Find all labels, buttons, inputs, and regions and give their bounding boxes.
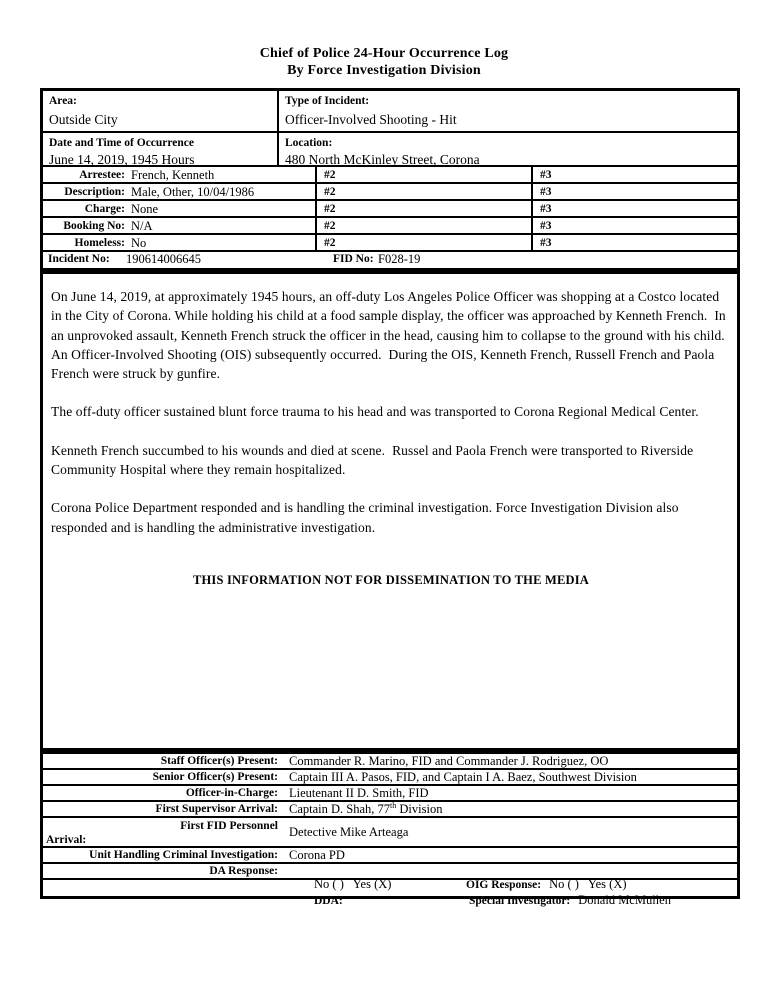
special-investigator-label: Special Investigator: [469,895,571,907]
da-response-answer: No ( ) Yes (X) [314,877,392,891]
dda-row-empty-label [43,880,278,896]
description-col3: #3 [540,186,552,198]
type-of-incident-label: Type of Incident: [285,95,370,107]
location-cell [279,133,737,165]
area-label: Area: [49,95,77,107]
booking-no-col3: #3 [540,220,552,232]
oig-response-answer: No ( ) Yes (X) [549,877,627,891]
first-supervisor-arrival-value: Captain D. Shah, 77th Division [289,800,443,816]
table-row-dda [43,877,737,907]
dda-row-value [278,877,737,907]
booking-no-col2: #2 [317,218,533,233]
table-row-first-fid-personnel-arrival [43,818,737,848]
date-time-value: June 14, 2019, 1945 Hours [49,152,195,167]
narrative-paragraph: The off-duty officer sustained blunt force trauma to his head and was transported to Corona Regional Medical Center. [51,404,699,420]
description-col2: #2 [317,184,533,199]
homeless-label: Homeless: [74,237,125,249]
table-row-first-supervisor-arrival [43,802,737,818]
booking-no-label: Booking No: [63,220,125,232]
table-row-homeless [43,235,737,252]
narrative-box [40,271,740,751]
charge-col3: #3 [540,203,552,215]
da-response-value [278,864,737,891]
table-row-officer-in-charge [43,786,737,802]
special-investigator-value: Donald McMullen [578,893,671,907]
incident-info-table [40,88,740,271]
dda-label: DDA: [314,895,343,907]
charge-value: None [131,202,159,216]
staff-officers-value: Commander R. Marino, FID and Commander J. Rodriguez, OO [289,754,609,768]
first-fid-personnel-arrival-label: First FID Personnel Arrival: [46,820,278,846]
ordinal-superscript: th [390,800,397,810]
arrestee-value: French, Kenneth [131,168,215,182]
table-row-senior-officers [43,770,737,786]
senior-officers-label: Senior Officer(s) Present: [152,771,278,783]
date-time-cell [43,133,279,165]
table-row-arrestee [43,167,737,184]
homeless-value: No [131,236,147,250]
area-value: Outside City [49,112,118,127]
type-of-incident-value: Officer-Involved Shooting - Hit [285,112,457,127]
location-label: Location: [285,137,333,149]
incident-no-label: Incident No: [48,253,110,265]
officer-in-charge-label: Officer-in-Charge: [185,787,278,799]
table-row-staff-officers [43,754,737,770]
description-label: Description: [64,186,125,198]
arrestee-label: Arrestee: [79,169,125,181]
title-line-2: By Force Investigation Division [287,62,481,78]
narrative-paragraph: On June 14, 2019, at approximately 1945 hours, an off-duty Los Angeles Police Officer was shopping at a Costco located in the City of Corona. While holding his child at a food sample display, the officer was approached by Kenneth French. In an unprovoked assault, Kenneth French struck the officer in the head, causing him to collapse to the ground with his child. An Officer-Involved Shooting (OIS) subsequently occurred. During the OIS, Kenneth French, Russell French and Paola French were struck by gunfire. [51,289,731,382]
table-row-unit-handling [43,848,737,864]
charge-col2: #2 [317,201,533,216]
first-fid-personnel-arrival-value: Detective Mike Arteaga [289,824,409,839]
media-dissemination-notice: THIS INFORMATION NOT FOR DISSEMINATION TO THE MEDIA [192,572,590,587]
oig-response-label: OIG Response: [466,879,542,891]
homeless-col2: #2 [317,235,533,250]
homeless-col3: #3 [540,237,552,249]
staff-officers-label: Staff Officer(s) Present: [160,755,278,767]
personnel-table [40,751,740,907]
unit-handling-value: Corona PD [289,848,345,862]
table-row-booking-no [43,218,737,235]
narrative-paragraph: Kenneth French succumbed to his wounds and died at scene. Russel and Paola French were transported to Riverside Community Hospital where they remain hospitalized. [51,442,697,478]
table-row-charge [43,201,737,218]
charge-label: Charge: [84,203,125,215]
description-value: Male, Other, 10/04/1986 [131,185,255,199]
unit-handling-label: Unit Handling Criminal Investigation: [89,849,278,861]
table-row [43,133,737,167]
type-of-incident-cell [279,91,737,131]
table-row [43,91,737,133]
table-row-description [43,184,737,201]
fid-no-label: FID No: [333,253,374,265]
title-line-1: Chief of Police 24-Hour Occurrence Log [259,46,509,61]
booking-no-value: N/A [131,219,153,233]
table-row-incident-no [43,252,737,268]
officer-in-charge-value: Lieutenant II D. Smith, FID [289,786,429,800]
area-cell [43,91,279,131]
location-value: 480 North McKinley Street, Corona [285,152,480,167]
table-row-da-response [43,864,737,891]
senior-officers-value: Captain III A. Pasos, FID, and Captain I A. Baez, Southwest Division [289,770,637,784]
arrestee-col3: #3 [540,169,552,181]
first-supervisor-arrival-label: First Supervisor Arrival: [155,803,278,815]
incident-no-value: 190614006645 [126,252,201,266]
page-title [0,46,768,79]
fid-no-value: F028-19 [378,252,421,266]
date-time-label: Date and Time of Occurrence [49,137,195,149]
da-response-label: DA Response: [209,865,278,877]
arrestee-col2: #2 [317,167,533,182]
narrative-paragraph: Corona Police Department responded and is handling the criminal investigation. Force Investigation Division also responded and is handling the administrative investigation. [51,500,683,535]
